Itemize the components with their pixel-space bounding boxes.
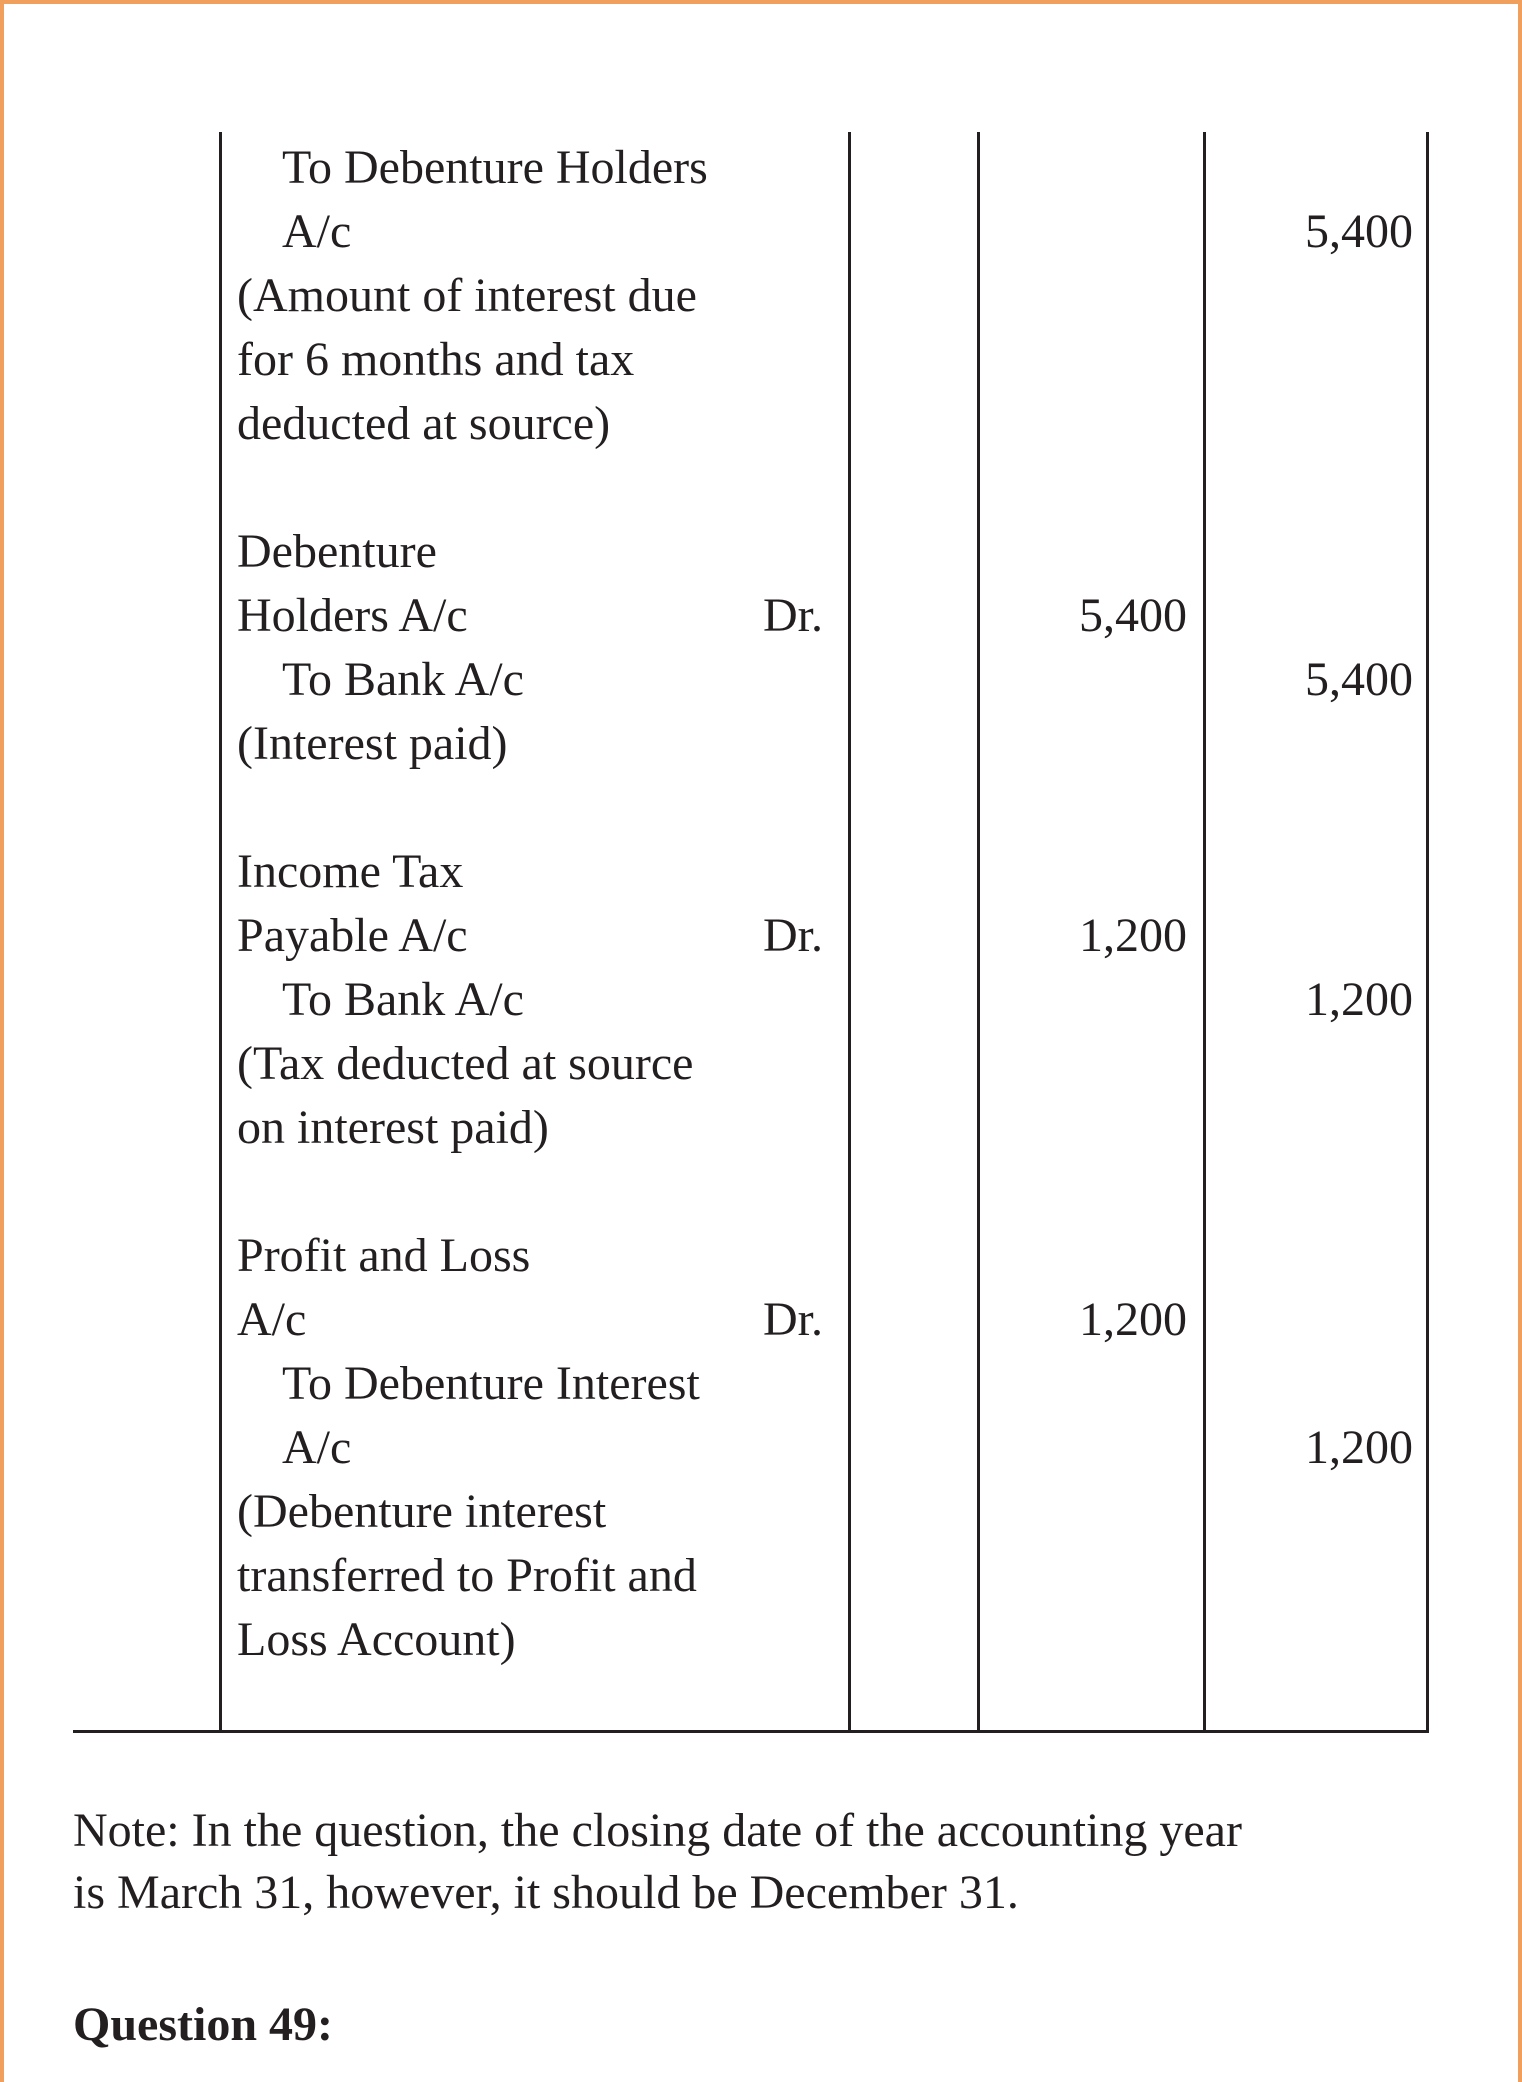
debit-amount: 5,400: [1079, 589, 1187, 642]
particulars-line: To Debenture Holders: [282, 141, 708, 194]
particulars-line: Payable A/c: [237, 909, 468, 962]
narration-line: transferred to Profit and: [237, 1549, 697, 1602]
dr-marker: Dr.: [763, 1293, 823, 1346]
note-line: is March 31, however, it should be December 31.: [73, 1866, 1019, 1919]
narration-line: for 6 months and tax: [237, 333, 635, 386]
debit-amount: 1,200: [1079, 909, 1187, 962]
particulars-line: To Debenture Interest: [282, 1357, 700, 1410]
particulars-line: To Bank A/c: [282, 973, 524, 1026]
narration-line: on interest paid): [237, 1101, 549, 1154]
particulars-line: A/c: [237, 1293, 307, 1346]
particulars-line: A/c: [282, 1421, 352, 1474]
particulars-line: To Bank A/c: [282, 653, 524, 706]
narration-line: (Interest paid): [237, 717, 508, 770]
narration-line: (Amount of interest due: [237, 269, 697, 322]
dr-marker: Dr.: [763, 589, 823, 642]
column-divider-lf: [977, 132, 980, 1733]
question-heading: Question 49:: [73, 1998, 334, 2051]
column-divider-date: [219, 132, 222, 1733]
particulars-line: Profit and Loss: [237, 1229, 531, 1282]
narration-line: deducted at source): [237, 397, 611, 450]
credit-amount: 5,400: [1305, 205, 1413, 258]
particulars-line: A/c: [282, 205, 352, 258]
column-divider-credit: [1426, 132, 1429, 1733]
column-divider-debit: [1203, 132, 1206, 1733]
particulars-line: Holders A/c: [237, 589, 468, 642]
particulars-line: Income Tax: [237, 845, 464, 898]
credit-amount: 1,200: [1305, 973, 1413, 1026]
narration-line: (Tax deducted at source: [237, 1037, 694, 1090]
journal-table: [73, 132, 1429, 1733]
narration-line: (Debenture interest: [237, 1485, 607, 1538]
narration-line: Loss Account): [237, 1613, 516, 1666]
note-line: Note: In the question, the closing date of the accounting year: [73, 1804, 1242, 1857]
debit-amount: 1,200: [1079, 1293, 1187, 1346]
credit-amount: 1,200: [1305, 1421, 1413, 1474]
column-divider-particulars: [848, 132, 851, 1733]
credit-amount: 5,400: [1305, 653, 1413, 706]
particulars-line: Debenture: [237, 525, 437, 578]
table-bottom-rule: [73, 1730, 1429, 1733]
note-paragraph: [73, 1800, 1453, 1924]
dr-marker: Dr.: [763, 909, 823, 962]
